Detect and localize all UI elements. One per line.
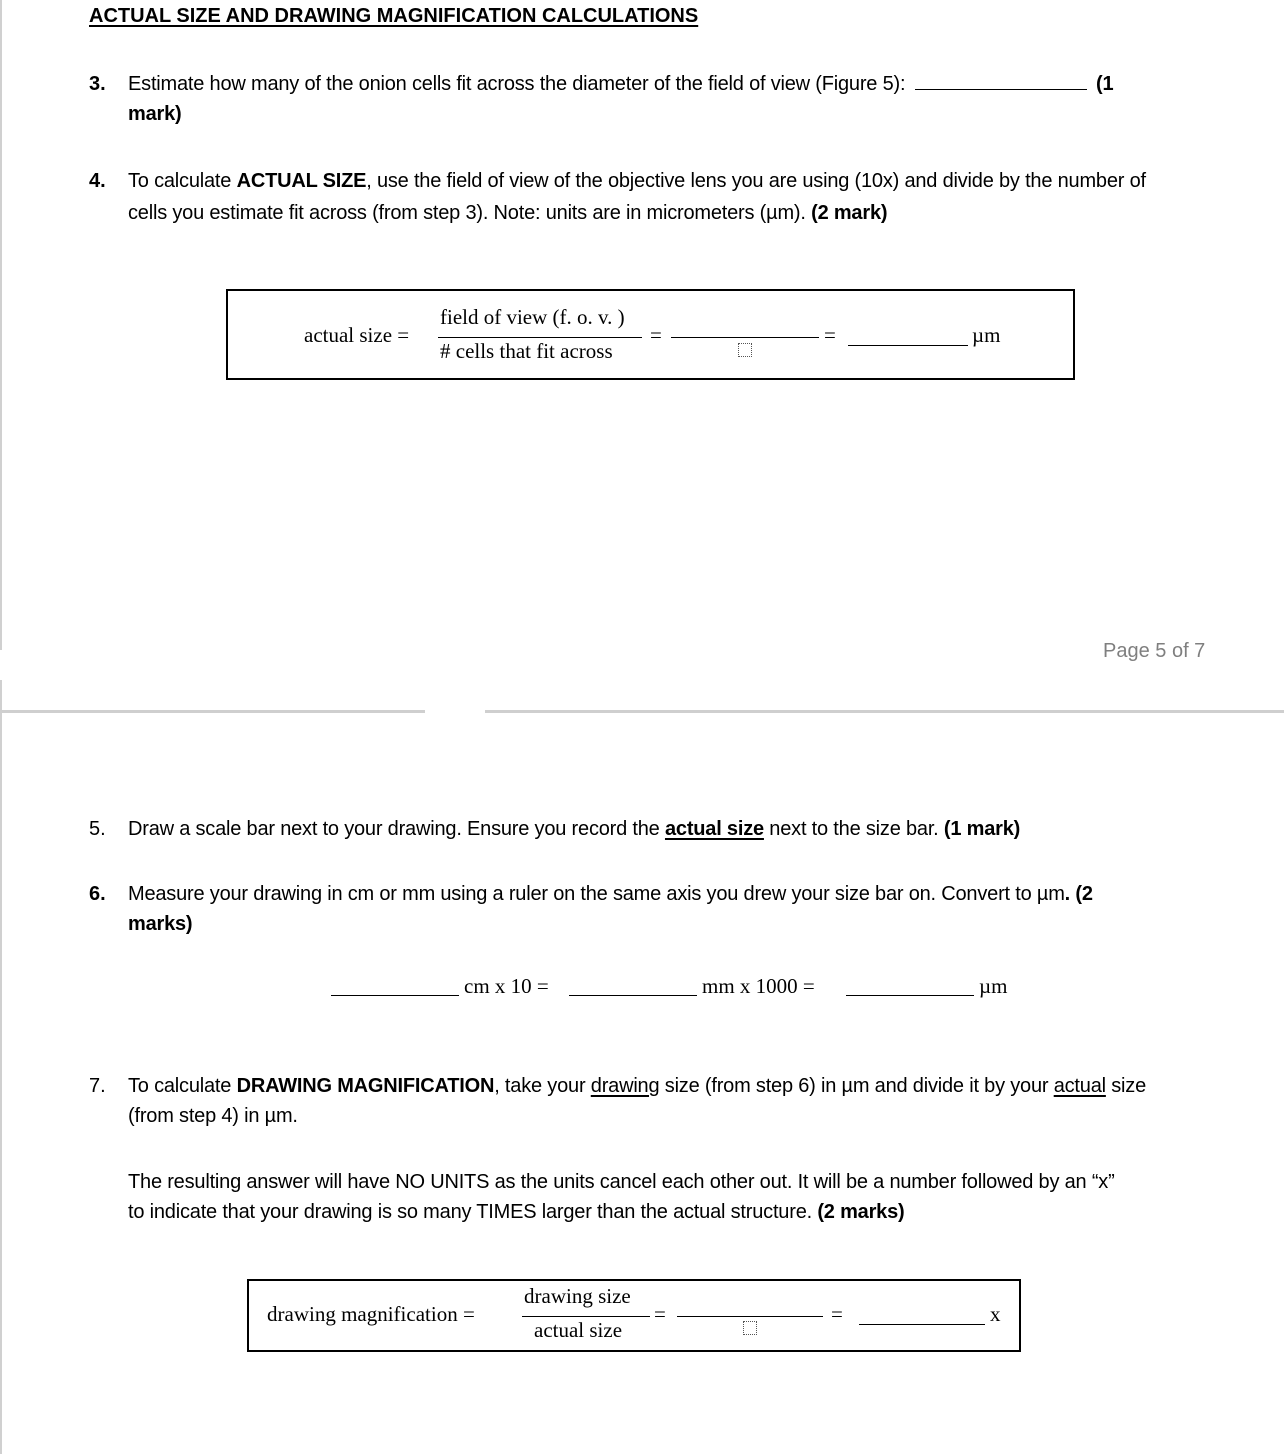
formula2-numerator: drawing size <box>524 1284 631 1308</box>
q6-number: 6. <box>89 883 106 905</box>
page-left-edge <box>0 0 2 650</box>
formula2-denominator: actual size <box>534 1318 623 1342</box>
formula2-answer-fraction-line[interactable] <box>677 1316 823 1317</box>
page-break-line-right <box>485 710 1284 713</box>
q7-text-d: size <box>1105 1075 1146 1097</box>
q3-prompt: Estimate how many of the onion cells fit across the diameter of the field of view (Figure 5): <box>128 73 906 95</box>
formula2-placeholder-box[interactable] <box>743 1321 757 1335</box>
q7-bold-term: DRAWING MAGNIFICATION <box>236 1075 495 1097</box>
conversion-cm-label: cm x 10 = <box>464 974 549 998</box>
q5-underlined: actual size <box>664 818 764 840</box>
formula1-fraction-bar <box>438 337 642 338</box>
q3-number: 3. <box>89 73 106 95</box>
q4-number: 4. <box>89 170 106 192</box>
q5-text-a: Draw a scale bar next to your drawing. Ensure you record the <box>128 818 665 840</box>
formula2-lhs: drawing magnification = <box>267 1302 475 1326</box>
q4-line1 <box>128 166 1248 196</box>
section-title: ACTUAL SIZE AND DRAWING MAGNIFICATION CALCULATIONS <box>89 5 699 27</box>
formula2-fraction-bar <box>522 1316 650 1317</box>
actual-size-formula-box <box>226 289 1075 380</box>
conversion-mm-label: mm x 1000 = <box>702 974 815 998</box>
q7-underlined-actual: actual <box>1053 1075 1106 1097</box>
formula2-equals-1: = <box>654 1302 666 1326</box>
q6-line1 <box>128 879 1093 909</box>
formula2-unit: x <box>990 1302 1001 1326</box>
formula2-answer-blank[interactable] <box>859 1324 985 1325</box>
q7-line2: (from step 4) in µm. <box>128 1105 298 1127</box>
q7-line1 <box>128 1071 1146 1101</box>
formula1-equals-1: = <box>650 323 662 347</box>
page-break-line-left <box>0 710 425 713</box>
q7-number: 7. <box>89 1075 106 1097</box>
conversion-unit: µm <box>979 974 1008 998</box>
q4-line2-text: cells you estimate fit across (from step 3). Note: units are in micrometers (µm). <box>128 202 806 224</box>
q5-number: 5. <box>89 818 106 840</box>
q7-text-b: , take your <box>494 1075 591 1097</box>
q5-marks: (1 mark) <box>943 818 1021 840</box>
q7-text-c: size (from step 6) in µm and divide it by your <box>659 1075 1054 1097</box>
q4-marks: (2 mark) <box>811 202 888 224</box>
q7-underlined-drawing: drawing <box>590 1075 660 1097</box>
q3-marks-close: mark) <box>128 103 182 125</box>
formula1-numerator: field of view (f. o. v. ) <box>440 305 625 329</box>
formula2-equals-2: = <box>831 1302 843 1326</box>
q6-marks-a: . (2 <box>1064 883 1093 905</box>
formula1-placeholder-box[interactable] <box>738 343 752 357</box>
q7-para2-text: to indicate that your drawing is so many TIMES larger than the actual structure. <box>128 1201 818 1223</box>
formula1-denominator: # cells that fit across <box>440 339 613 363</box>
page-left-edge-lower <box>0 680 2 1454</box>
q4-text-b: , use the field of view of the objective lens you are using (10x) and divide by the number of <box>366 170 1146 192</box>
magnification-formula-box <box>247 1279 1021 1352</box>
formula1-unit: µm <box>972 323 1001 347</box>
q7-marks: (2 marks) <box>817 1201 905 1223</box>
q5-text <box>128 814 1020 844</box>
formula1-answer-fraction-line[interactable] <box>671 337 819 338</box>
q5-text-b: next to the size bar. <box>763 818 944 840</box>
q4-line2 <box>128 198 887 228</box>
conversion-blank-mm[interactable] <box>569 995 697 996</box>
formula1-equals-2: = <box>824 323 836 347</box>
q7-text-a: To calculate <box>128 1075 237 1097</box>
q4-bold-term: ACTUAL SIZE <box>236 170 367 192</box>
formula1-lhs: actual size = <box>304 323 410 347</box>
conversion-blank-um[interactable] <box>846 995 974 996</box>
q3-marks-open: (1 <box>1096 73 1114 95</box>
formula1-answer-blank[interactable] <box>848 345 968 346</box>
q3-text <box>128 69 1228 99</box>
q6-marks-b: marks) <box>128 913 193 935</box>
q6-text: Measure your drawing in cm or mm using a ruler on the same axis you drew your size bar on. Convert to µm <box>128 883 1065 905</box>
conversion-blank-cm[interactable] <box>331 995 459 996</box>
q7-para2-line2 <box>128 1197 904 1227</box>
q7-para2-line1: The resulting answer will have NO UNITS as the units cancel each other out. It will be a number followed by an “x” <box>128 1171 1115 1193</box>
q3-answer-blank[interactable] <box>915 69 1087 90</box>
page-number: Page 5 of 7 <box>1103 640 1206 662</box>
q4-text-a: To calculate <box>128 170 237 192</box>
